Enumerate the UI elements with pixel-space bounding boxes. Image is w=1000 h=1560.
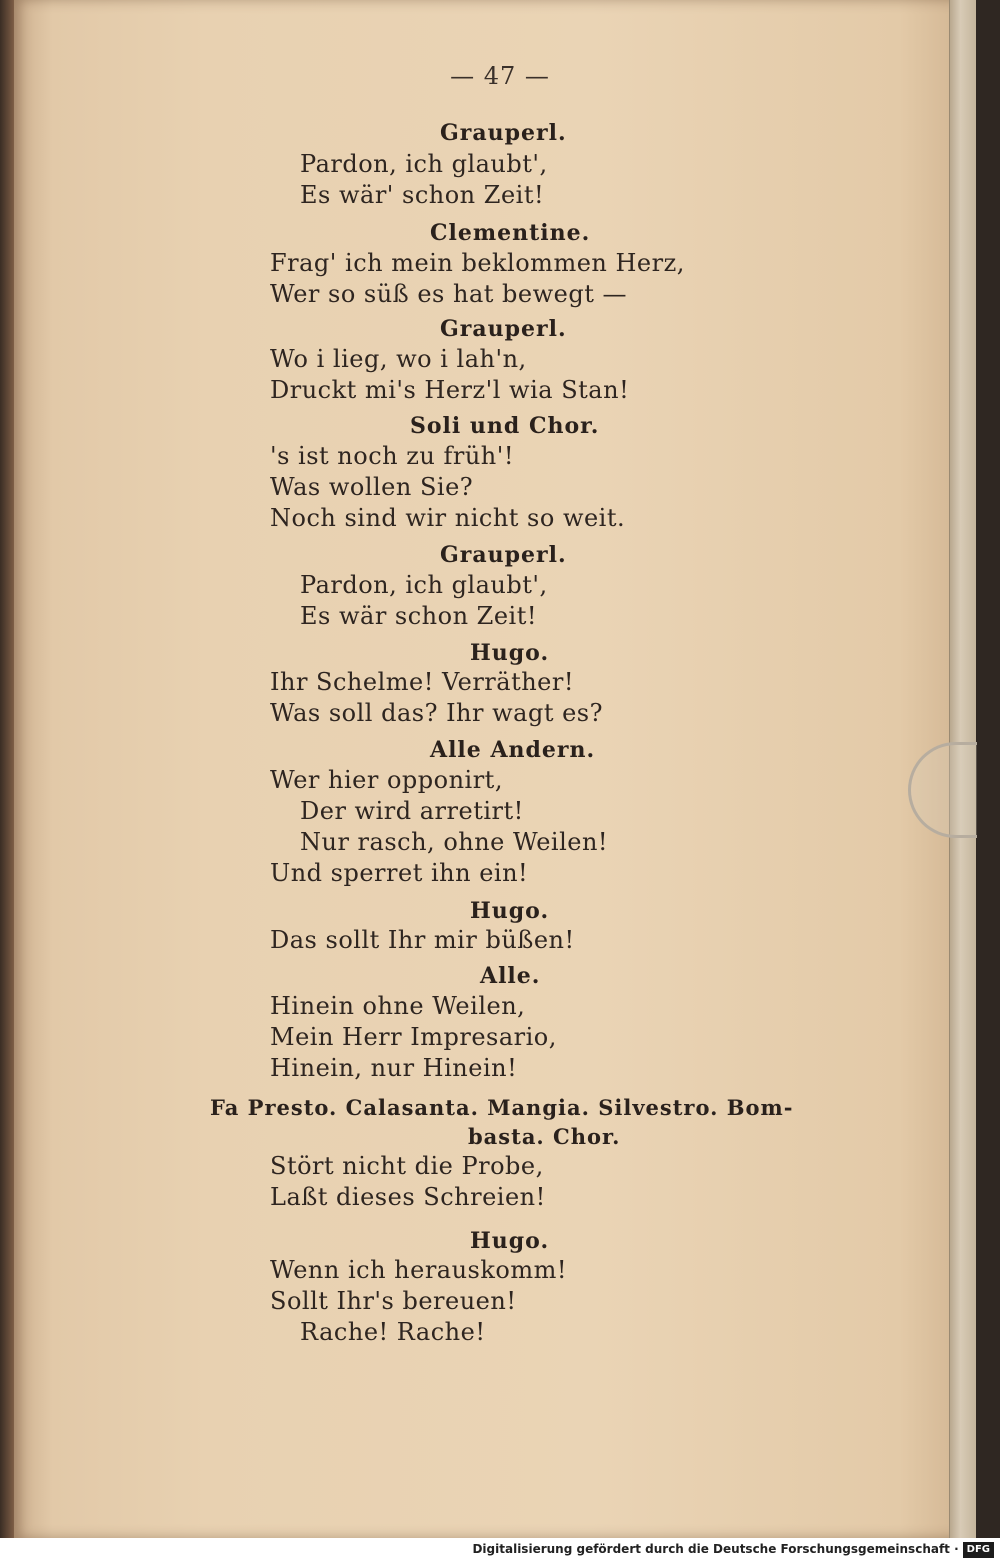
verse-line: Was wollen Sie? xyxy=(270,473,474,501)
verse-line: Noch sind wir nicht so weit. xyxy=(270,504,626,532)
verse-line: Wer so süß es hat bewegt — xyxy=(270,280,627,308)
speaker-name: Alle. xyxy=(480,963,541,989)
speaker-name: Hugo. xyxy=(470,1228,550,1254)
verse-line: Was soll das? Ihr wagt es? xyxy=(270,699,603,727)
speaker-name: Grauperl. xyxy=(440,542,567,568)
verse-line: Wo i lieg, wo i lah'n, xyxy=(270,345,527,373)
speaker-name: Hugo. xyxy=(470,640,550,666)
speaker-name: Hugo. xyxy=(470,898,550,924)
verse-line: Es wär' schon Zeit! xyxy=(300,181,545,209)
verse-line: Wer hier opponirt, xyxy=(270,766,503,794)
dfg-logo: DFG xyxy=(963,1542,994,1558)
verse-line: Das sollt Ihr mir büßen! xyxy=(270,926,575,954)
verse-line: Frag' ich mein beklommen Herz, xyxy=(270,249,685,277)
verse-line: Und sperret ihn ein! xyxy=(270,859,529,887)
footer-text: Digitalisierung gefördert durch die Deutsche Forschungsgemeinschaft · xyxy=(472,1542,959,1556)
verse-line: 's ist noch zu früh'! xyxy=(270,442,514,470)
speaker-name-continued: basta. Chor. xyxy=(468,1124,621,1149)
speaker-name: Grauperl. xyxy=(440,316,567,342)
speaker-name: Fa Presto. Calasanta. Mangia. Silvestro. Bom- xyxy=(210,1095,794,1120)
speaker-name: Grauperl. xyxy=(440,120,567,146)
verse-line: Nur rasch, ohne Weilen! xyxy=(300,828,609,856)
verse-line: Ihr Schelme! Verräther! xyxy=(270,668,574,696)
verse-line: Sollt Ihr's bereuen! xyxy=(270,1287,517,1315)
speaker-name: Soli und Chor. xyxy=(410,413,600,439)
verse-line: Wenn ich herauskomm! xyxy=(270,1256,568,1284)
page-number: — 47 — xyxy=(450,62,550,90)
verse-line: Laßt dieses Schreien! xyxy=(270,1183,546,1211)
verse-line: Der wird arretirt! xyxy=(300,797,524,825)
verse-line: Mein Herr Impresario, xyxy=(270,1023,557,1051)
verse-line: Hinein, nur Hinein! xyxy=(270,1054,518,1082)
verse-line: Hinein ohne Weilen, xyxy=(270,992,526,1020)
verse-line: Pardon, ich glaubt', xyxy=(300,571,548,599)
digitization-footer xyxy=(0,1538,1000,1560)
verse-line: Druckt mi's Herz'l wia Stan! xyxy=(270,376,630,404)
verse-line: Rache! Rache! xyxy=(300,1318,486,1346)
speaker-name: Clementine. xyxy=(430,220,591,246)
speaker-name: Alle Andern. xyxy=(430,737,596,763)
verse-line: Es wär schon Zeit! xyxy=(300,602,538,630)
verse-line: Pardon, ich glaubt', xyxy=(300,150,548,178)
verse-line: Stört nicht die Probe, xyxy=(270,1152,544,1180)
